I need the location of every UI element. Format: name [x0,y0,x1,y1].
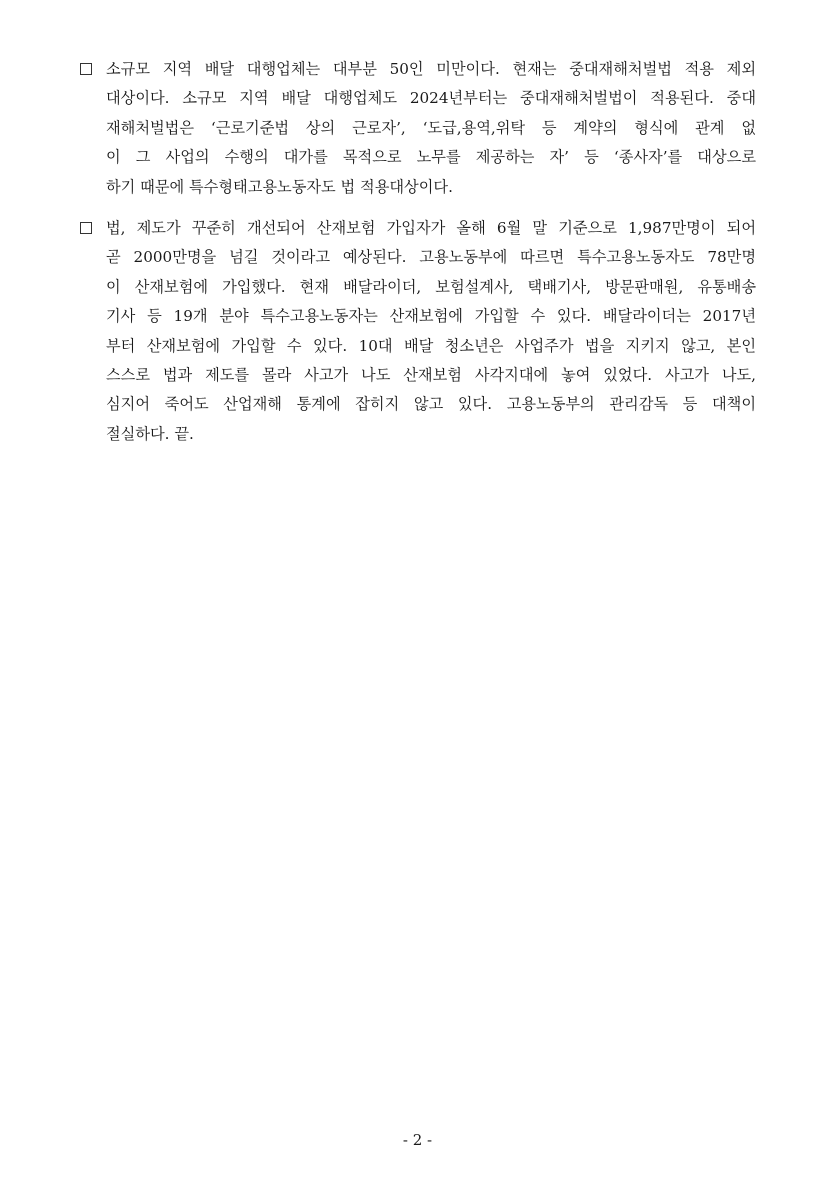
page-number: - 2 - [402,1131,433,1149]
paragraph-line: 절실하다. 끝. [106,424,194,443]
checkbox-bullet-icon [80,222,92,234]
paragraph-line: 법, 제도가 꾸준히 개선되어 산재보험 가입자가 올해 6월 말 기준으로 1,987만명이 되어 [106,219,756,237]
paragraph-line: 이 산재보험에 가입했다. 현재 배달라이더, 보험설계사, 택배기사, 방문판매원, 유통배송 [106,277,756,296]
paragraph-line: 재해처벌법은 ‘근로기준법 상의 근로자’, ‘도급,용역,위탁 등 계약의 형식에 관계 없 [106,118,756,137]
paragraph-line: 기사 등 19개 분야 특수고용노동자는 산재보험에 가입할 수 있다. 배달라이더는 2017년 [106,307,756,326]
paragraph-line: 이 그 사업의 수행의 대가를 목적으로 노무를 제공하는 자’ 등 ‘종사자’를 대상으로 [106,148,756,167]
paragraph-line: 대상이다. 소규모 지역 배달 대행업체도 2024년부터는 중대재해처벌법이 적용된다. 중대 [106,89,756,108]
paragraph-2 [76,214,756,449]
paragraph-line: 소규모 지역 배달 대행업체는 대부분 50인 미만이다. 현재는 중대재해처벌법 적용 제외 [106,60,756,78]
paragraph-line: 부터 산재보험에 가입할 수 있다. 10대 배달 청소년은 사업주가 법을 지키지 않고, 본인 [106,336,756,355]
paragraph-line: 하기 때문에 특수형태고용노동자도 법 적용대상이다. [106,177,453,196]
paragraph-line: 심지어 죽어도 산업재해 통계에 잡히지 않고 있다. 고용노동부의 관리감독 등 대책이 [106,395,756,414]
paragraph-line: 스스로 법과 제도를 몰라 사고가 나도 산재보험 사각지대에 놓여 있었다. 사고가 나도, [106,366,756,385]
checkbox-bullet-icon [80,63,92,75]
paragraph-line: 곧 2000만명을 넘길 것이라고 예상된다. 고용노동부에 따르면 특수고용노동자도 78만명 [106,248,756,267]
paragraph-1 [76,55,756,202]
